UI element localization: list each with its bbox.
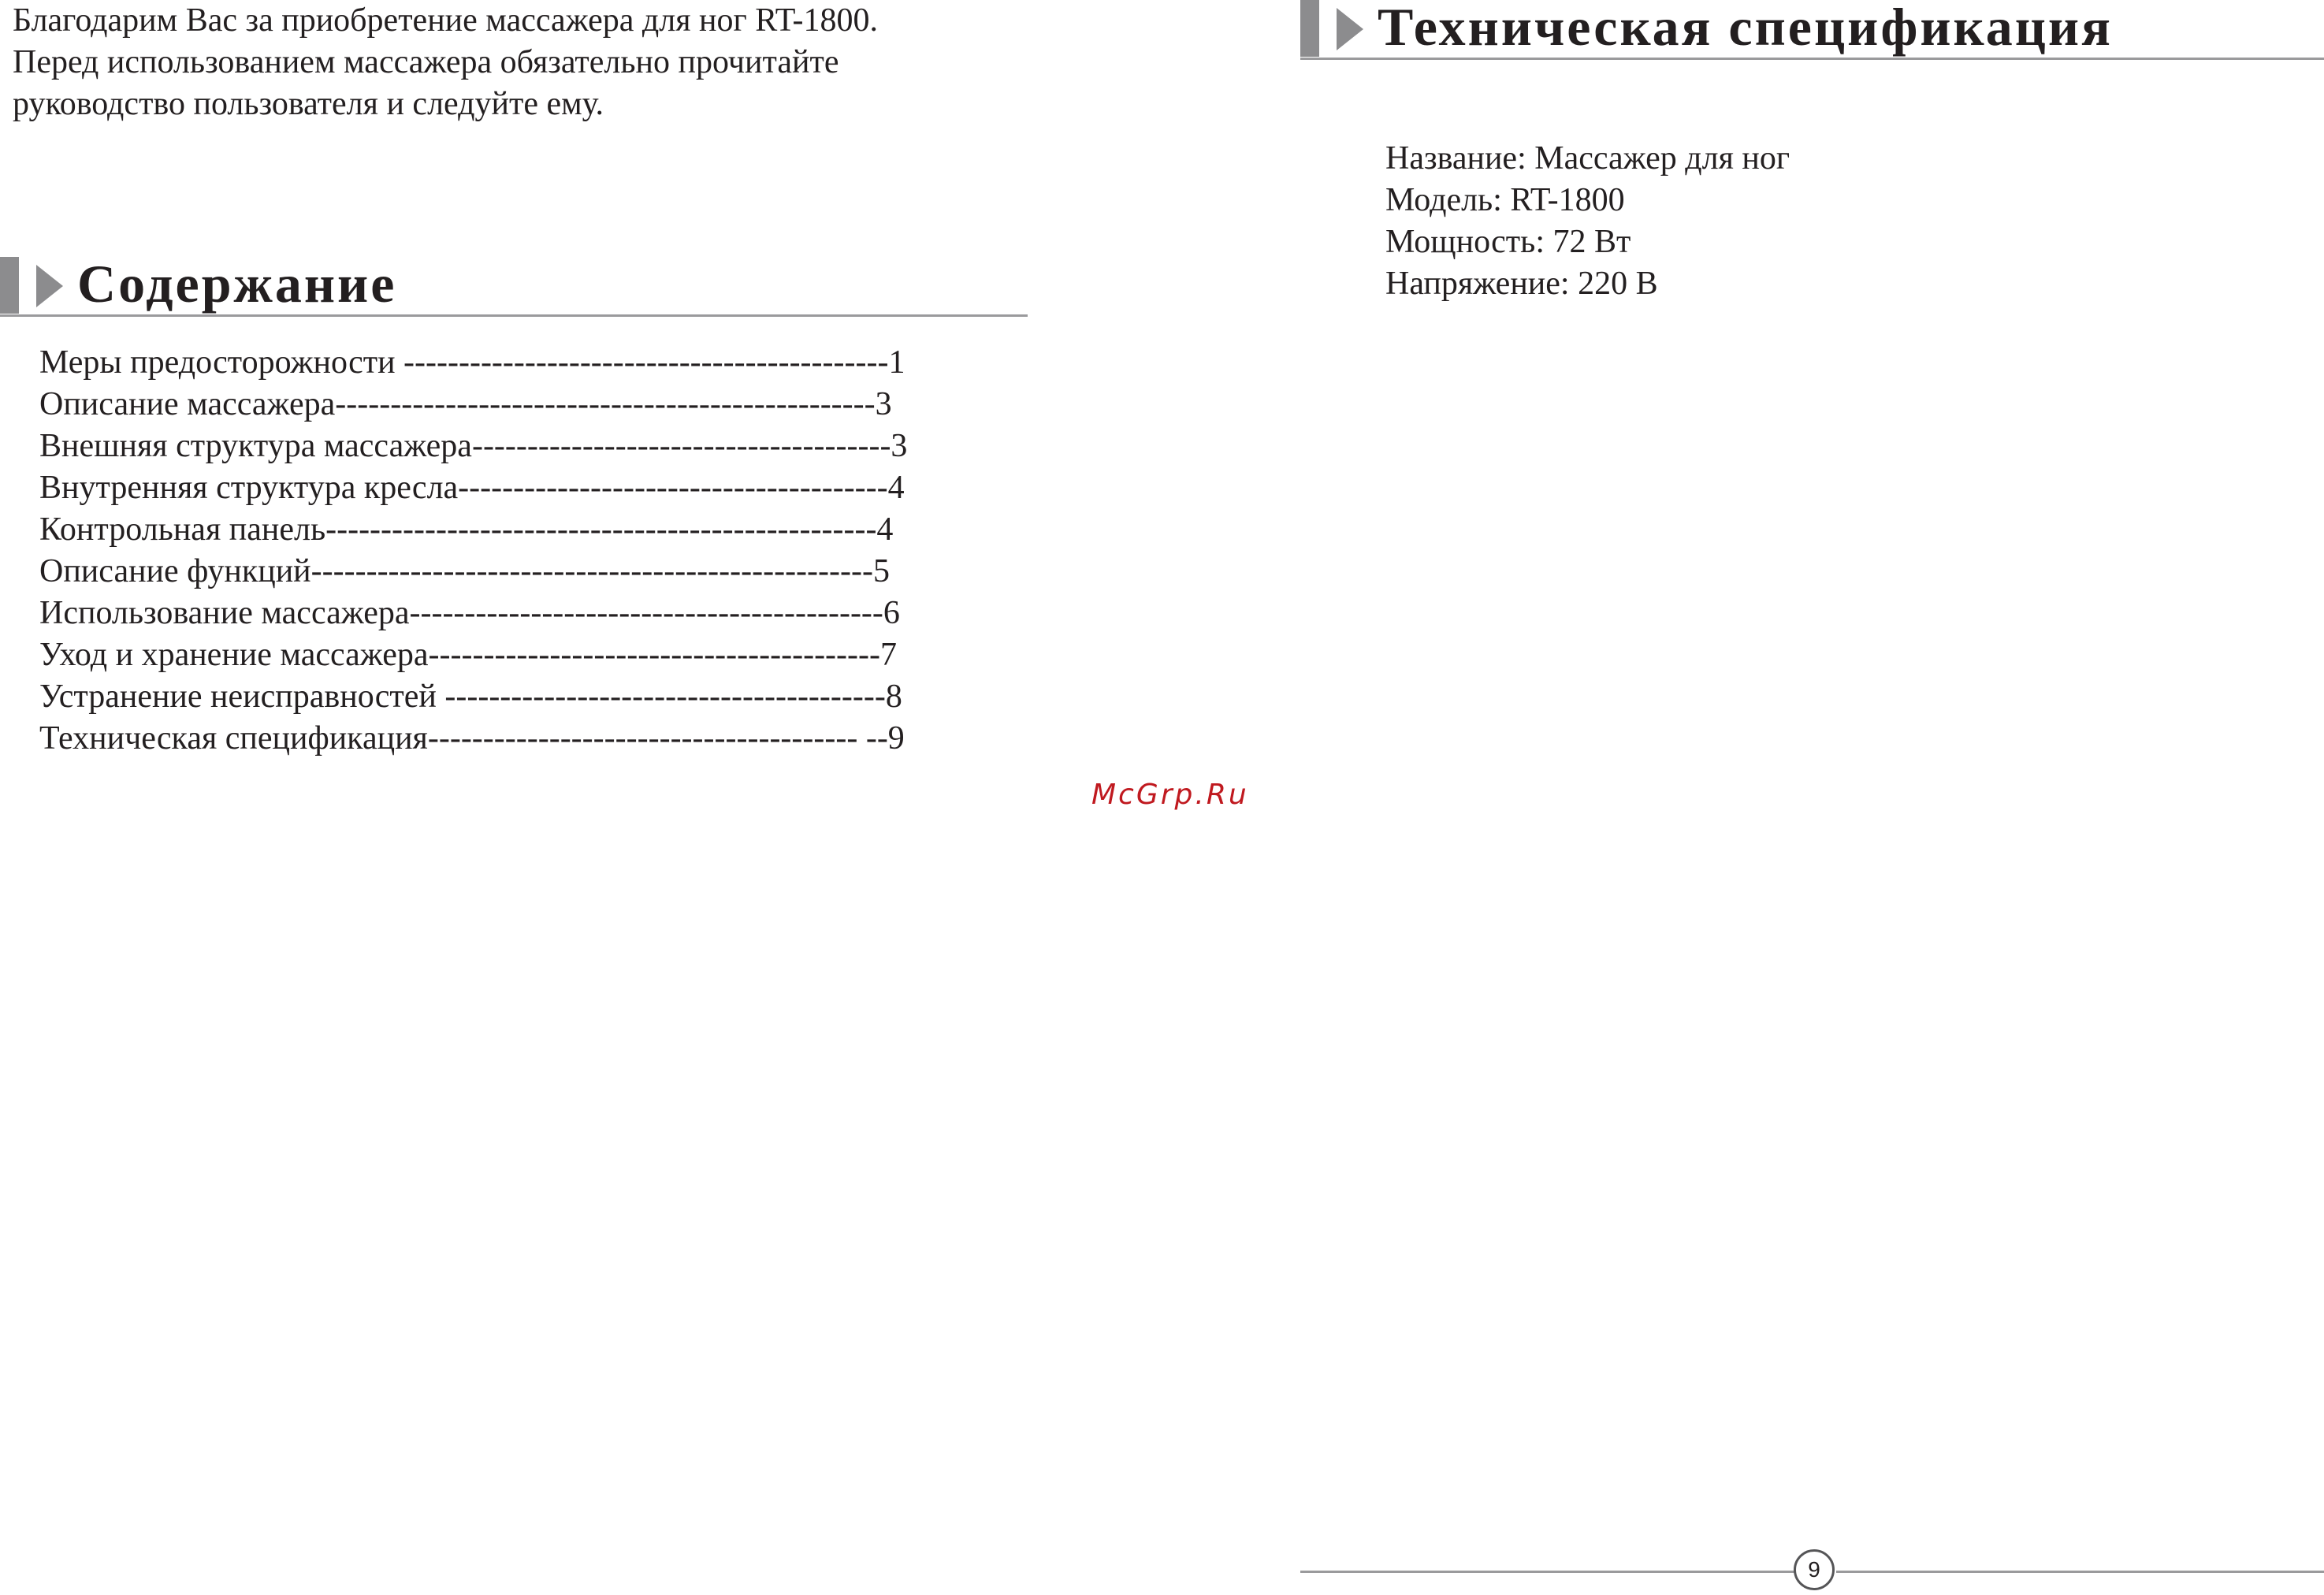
spec-item: Модель: RT-1800	[1385, 182, 1625, 218]
toc-item: Внутренняя структура кресла---------------------------------------4	[39, 470, 905, 506]
intro-paragraph	[13, 0, 1061, 125]
toc-item: Меры предосторожности --------------------------------------------1	[39, 344, 905, 381]
heading-bar-decoration	[0, 257, 19, 314]
toc-heading	[0, 254, 1028, 317]
toc-item: Внешняя структура массажера--------------------------------------3	[39, 428, 908, 464]
toc-title: Содержание	[77, 254, 397, 314]
triangle-right-icon	[1337, 8, 1363, 50]
spec-item: Название: Массажер для ног	[1385, 140, 1790, 177]
toc-item: Описание функций---------------------------------------------------5	[39, 553, 890, 589]
spec-list	[1385, 138, 1790, 305]
page-number: 9	[1794, 1549, 1835, 1590]
heading-underline	[0, 314, 1028, 317]
toc-list	[39, 342, 1032, 760]
footer-rule-right	[1836, 1571, 2324, 1573]
intro-line: Перед использованием массажера обязательно прочитайте	[13, 44, 839, 80]
intro-line: Благодарим Вас за приобретение массажера для ног RT-1800.	[13, 2, 879, 39]
heading-underline	[1300, 58, 2324, 60]
intro-line: руководство пользователя и следуйте ему.	[13, 86, 604, 122]
spec-title: Техническая спецификация	[1378, 0, 2113, 57]
spec-heading	[1300, 0, 2324, 60]
triangle-right-icon	[36, 265, 63, 307]
toc-item: Уход и хранение массажера-----------------------------------------7	[39, 637, 897, 673]
toc-item: Описание массажера-------------------------------------------------3	[39, 386, 892, 422]
toc-item: Устранение неисправностей ----------------------------------------8	[39, 679, 902, 715]
toc-item: Контрольная панель--------------------------------------------------4	[39, 511, 894, 548]
toc-item: Техническая спецификация--------------------------------------- --9	[39, 720, 905, 757]
footer-rule-left	[1300, 1571, 1797, 1573]
toc-item: Использование массажера-------------------------------------------6	[39, 595, 900, 631]
spec-item: Мощность: 72 Вт	[1385, 224, 1631, 260]
spec-item: Напряжение: 220 В	[1385, 266, 1658, 302]
heading-bar-decoration	[1300, 0, 1319, 57]
watermark-text: McGrp.Ru	[1091, 779, 1249, 811]
